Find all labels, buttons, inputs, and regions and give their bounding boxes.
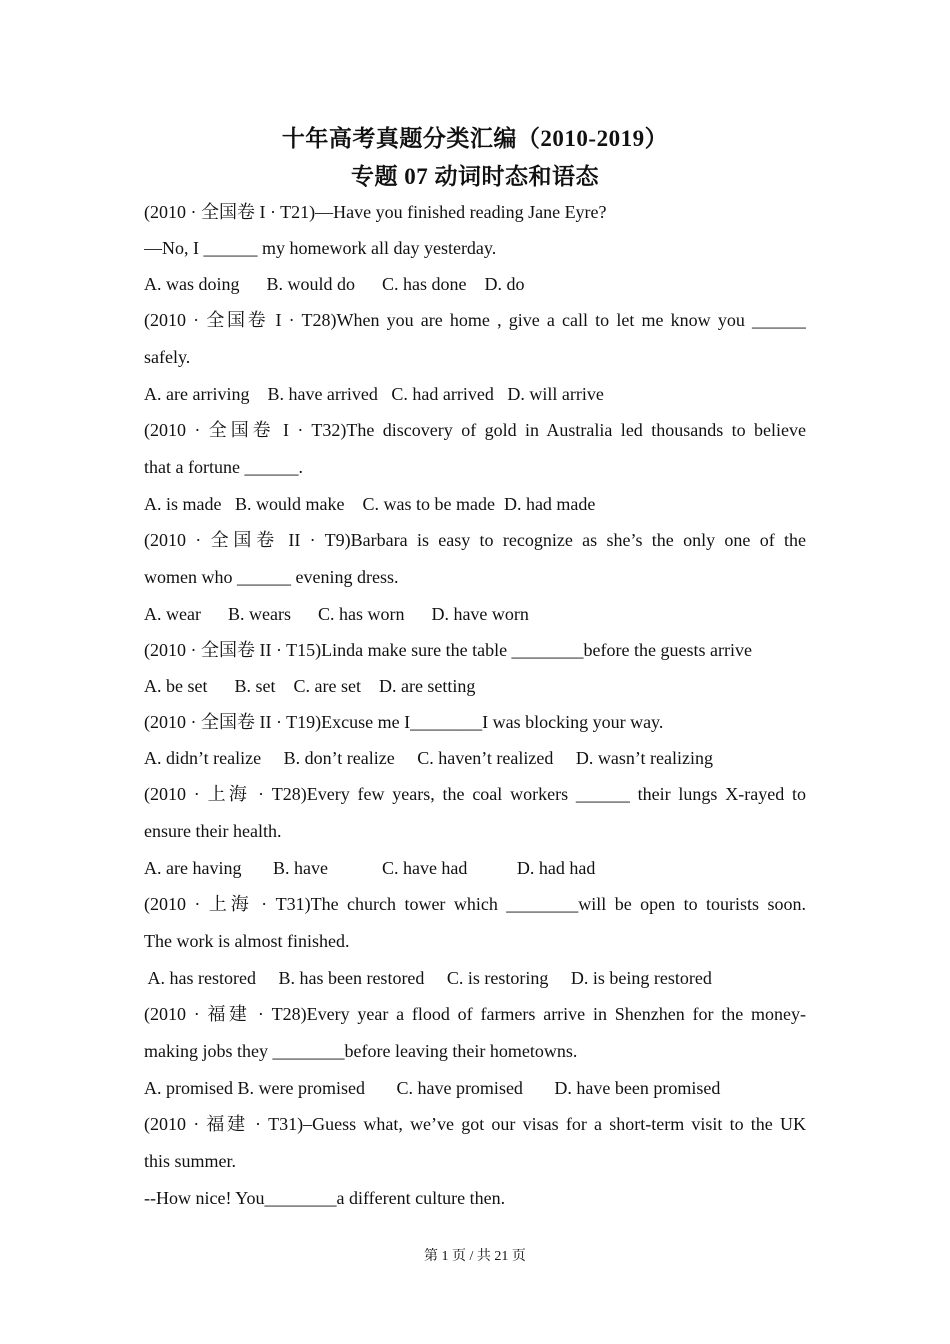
question-stem: (2010 · 福建 · T28)Every year a flood of farmers arrive in Shenzhen for the money-: [144, 1004, 806, 1024]
question-text: making jobs they ________before leaving their hometowns.: [144, 1041, 578, 1061]
answer-options: A. are having B. have C. have had D. had had: [144, 858, 596, 878]
question-stem: (2010 · 全国卷 I · T32)The discovery of gold in Australia led thousands to believe: [144, 420, 806, 440]
answer-options: A. was doing B. would do C. has done D. do: [144, 274, 525, 294]
question-stem: (2010 · 上海 · T31)The church tower which ________will be open to tourists soon.: [144, 894, 806, 914]
answer-options: A. are arriving B. have arrived C. had arrived D. will arrive: [144, 384, 604, 404]
question-text: --How nice! You________a different culture then.: [144, 1188, 506, 1208]
question-text: this summer.: [144, 1151, 237, 1171]
question-text: —No, I ______ my homework all day yesterday.: [144, 238, 497, 258]
document-subtitle: 专题 07 动词时态和语态: [351, 164, 599, 189]
answer-options: A. promised B. were promised C. have promised D. have been promised: [144, 1078, 721, 1098]
question-text: safely.: [144, 347, 191, 367]
answer-options: A. didn’t realize B. don’t realize C. haven’t realized D. wasn’t realizing: [144, 748, 713, 768]
question-stem: (2010 · 福建 · T31)–Guess what, we’ve got our visas for a short-term visit to the UK: [144, 1114, 806, 1134]
answer-options: A. has restored B. has been restored C. is restoring D. is being restored: [144, 968, 712, 988]
answer-options: A. wear B. wears C. has worn D. have worn: [144, 604, 529, 624]
question-text: ensure their health.: [144, 821, 282, 841]
question-text: The work is almost finished.: [144, 931, 350, 951]
question-stem: (2010 · 全国卷 II · T19)Excuse me I________I was blocking your way.: [144, 712, 664, 732]
question-stem: (2010 · 全国卷 I · T28)When you are home , give a call to let me know you ______: [144, 310, 806, 330]
question-text: that a fortune ______.: [144, 457, 303, 477]
page-number: 第 1 页 / 共 21 页: [424, 1249, 526, 1264]
answer-options: A. be set B. set C. are set D. are setting: [144, 676, 476, 696]
question-stem: (2010 · 全国卷 I · T21)—Have you finished reading Jane Eyre?: [144, 202, 607, 222]
question-stem: (2010 · 上海 · T28)Every few years, the coal workers ______ their lungs X-rayed to: [144, 784, 806, 804]
question-list: [144, 194, 806, 1216]
question-text: women who ______ evening dress.: [144, 567, 399, 587]
question-stem: (2010 · 全国卷 II · T15)Linda make sure the table ________before the guests arrive: [144, 640, 752, 660]
question-stem: (2010 · 全国卷 II · T9)Barbara is easy to recognize as she’s the only one of the: [144, 530, 806, 550]
document-title: 十年高考真题分类汇编（2010-2019）: [281, 126, 669, 151]
answer-options: A. is made B. would make C. was to be made D. had made: [144, 494, 596, 514]
